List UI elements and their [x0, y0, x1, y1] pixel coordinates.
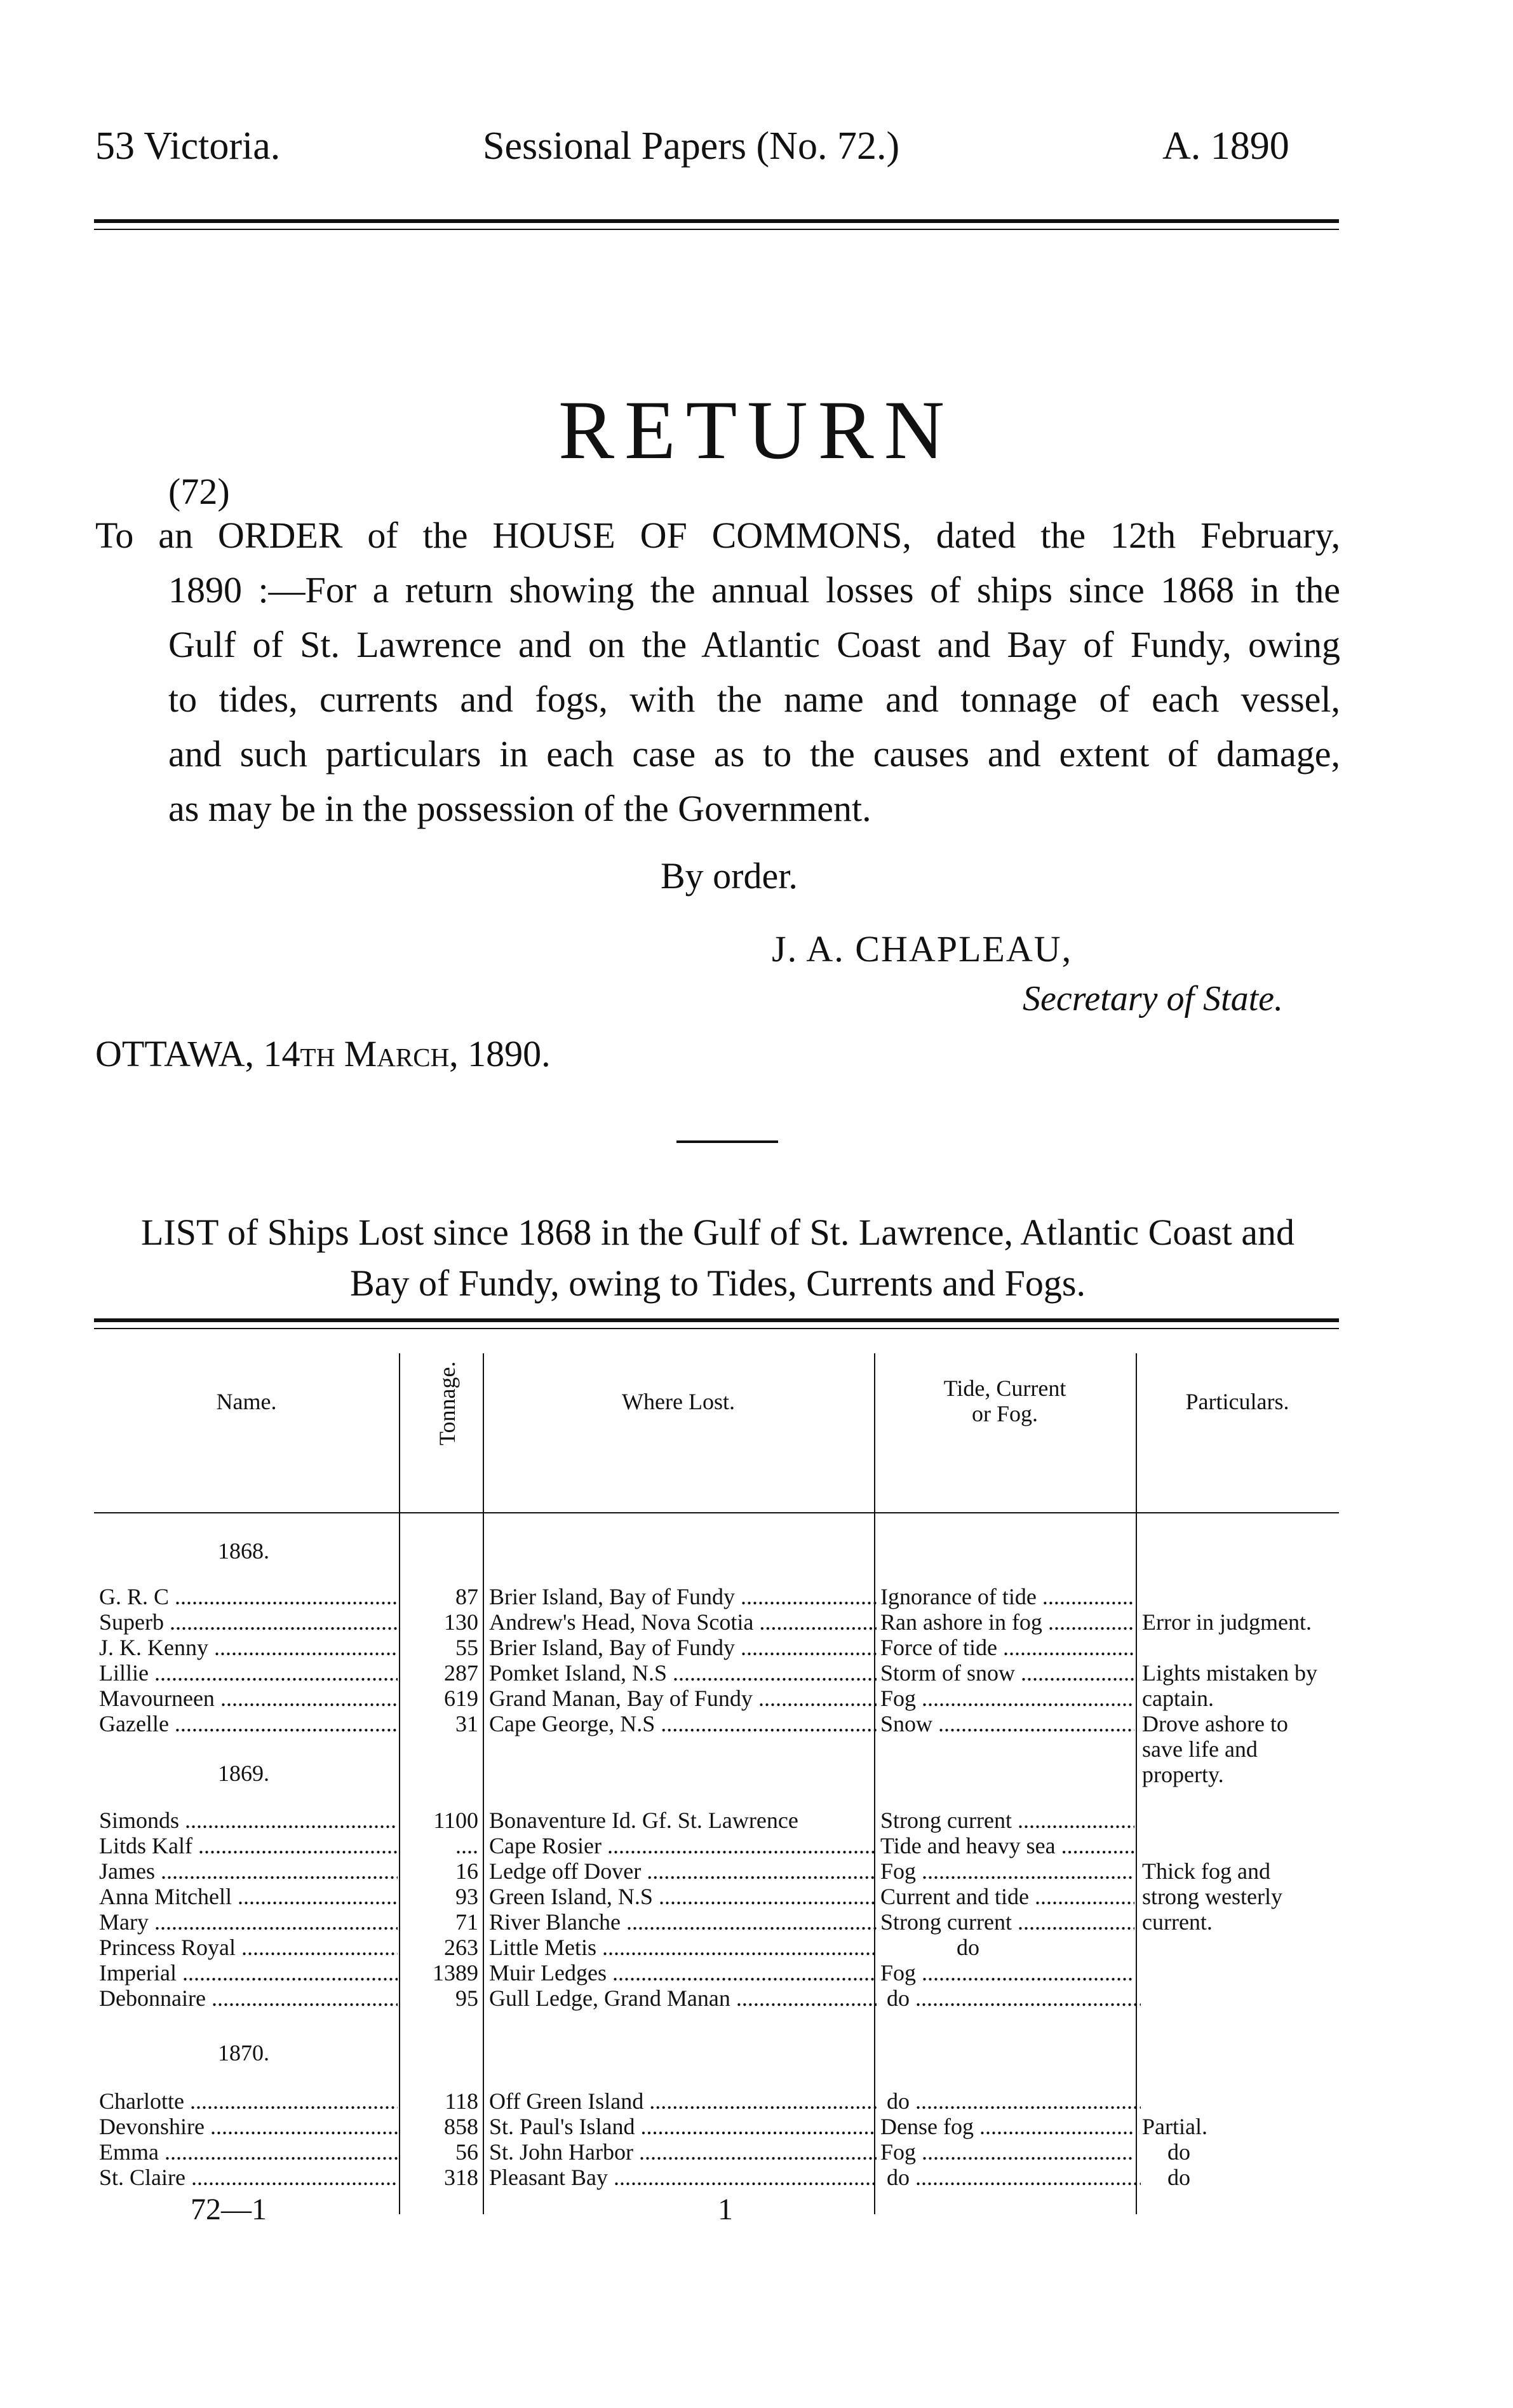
signer-title: Secretary of State. [1023, 979, 1284, 1018]
order-line-3: Gulf of St. Lawrence and on the Atlantic Coast and Bay of Fundy, owing [168, 624, 1340, 665]
particulars-text: do [1167, 2165, 1190, 2190]
column-divider [1136, 1353, 1137, 2214]
column-divider [483, 1353, 484, 2214]
column-header-particulars: Particulars. [1185, 1389, 1289, 1414]
order-paragraph [95, 508, 1340, 836]
table-top-rule-thick [94, 1318, 1339, 1322]
table-row: Mary ..... 71 River Blanche ..... Strong current ..... [94, 1909, 1136, 1935]
table-row: G. R. C ..... 87 Brier Island, Bay of Fundy ..... Ignorance of tide ..... [94, 1584, 1136, 1609]
column-header-tonnage: Tonnage. [434, 1361, 460, 1445]
column-divider [399, 1353, 400, 2214]
table-row: Emma ..... 56 St. John Harbor ..... Fog ..... [94, 2139, 1136, 2165]
column-header-tide: Tide, Current or Fog. [943, 1376, 1066, 1426]
list-title [95, 1207, 1340, 1309]
section-divider [676, 1140, 778, 1143]
table-header-rule [94, 1512, 1339, 1513]
header-right: A. 1890 [1162, 125, 1289, 168]
page-number: 1 [718, 2193, 733, 2226]
by-order: By order. [661, 855, 798, 896]
header-center: Sessional Papers (No. 72.) [483, 125, 900, 168]
table-row: St. Claire ..... 318 Pleasant Bay ..... do ..... [94, 2165, 1136, 2190]
order-line-5: and such particulars in each case as to the causes and extent of damage, [168, 733, 1340, 774]
year-heading: 1870. [218, 2040, 269, 2066]
ships-lost-table [94, 1318, 1339, 2214]
table-row: Devonshire ..... 858 St. Paul's Island ..... Dense fog ..... [94, 2114, 1136, 2139]
table-row: Princess Royal ..... 263 Little Metis ..... do [94, 1935, 1136, 1960]
column-header-where: Where Lost. [622, 1389, 735, 1414]
particulars-text: Drove ashore to save life and property. [1142, 1711, 1288, 1787]
particulars-text: Error in judgment. [1142, 1609, 1312, 1635]
table-row: J. K. Kenny ..... 55 Brier Island, Bay of Fundy ..... Force of tide ..... [94, 1635, 1136, 1660]
table-row: Imperial ..... 1389 Muir Ledges ..... Fog ..... [94, 1960, 1136, 1985]
signer-name: J. A. CHAPLEAU, [772, 928, 1073, 970]
table-top-rule-thin [94, 1328, 1339, 1329]
table-row: Charlotte ..... 118 Off Green Island ..... do ..... [94, 2088, 1136, 2114]
particulars-text: Lights mistaken by captain. [1142, 1660, 1317, 1711]
order-line-4: to tides, currents and fogs, with the name and tonnage of each vessel, [168, 679, 1340, 720]
particulars-text: Partial. [1142, 2114, 1207, 2139]
table-row: Lillie ..... 287 Pomket Island, N.S ..... Storm of snow ..... [94, 1660, 1136, 1686]
order-line-2: 1890 :—For a return showing the annual losses of ships since 1868 in the [168, 569, 1340, 611]
table-row: Simonds ..... 1100 Bonaventure Id. Gf. St. Lawrence Strong current ..... [94, 1808, 1136, 1833]
table-row: Mavourneen ..... 619 Grand Manan, Bay of Fundy ..... Fog ..... [94, 1686, 1136, 1711]
table-row: Anna Mitchell ..... 93 Green Island, N.S ..... Current and tide ..... [94, 1884, 1136, 1909]
order-line-6: as may be in the possession of the Government. [168, 788, 871, 829]
list-title-line-2: Bay of Fundy, owing to Tides, Currents and Fogs. [350, 1262, 1086, 1304]
header-rule-thick [94, 219, 1339, 223]
year-heading: 1869. [218, 1761, 269, 1786]
header-left: 53 Victoria. [95, 125, 281, 168]
column-divider [874, 1353, 875, 2214]
order-line-1: To an ORDER of the HOUSE OF COMMONS, dated the 12th February, [95, 515, 1341, 556]
table-row: Debonnaire ..... 95 Gull Ledge, Grand Manan ..... do ..... [94, 1985, 1136, 2011]
table-row: Superb ..... 130 Andrew's Head, Nova Scotia ..... Ran ashore in fog ..... [94, 1609, 1136, 1635]
particulars-text: Thick fog and strong westerly current. [1142, 1858, 1282, 1935]
year-heading: 1868. [218, 1538, 269, 1564]
header-rule-thin [94, 229, 1339, 230]
particulars-text: do [1167, 2139, 1190, 2165]
paper-number: (72) [168, 471, 230, 512]
table-row: Gazelle ..... 31 Cape George, N.S ..... Snow ..... [94, 1711, 1136, 1736]
page-title: RETURN [558, 383, 955, 477]
table-row: Litds Kalf ..... .... Cape Rosier ..... Tide and heavy sea ..... [94, 1833, 1136, 1858]
column-header-name: Name. [216, 1389, 277, 1414]
place-date: OTTAWA, 14th March, 1890. [95, 1033, 551, 1074]
signature-mark: 72—1 [191, 2193, 267, 2226]
list-title-line-1: LIST of Ships Lost since 1868 in the Gulf of St. Lawrence, Atlantic Coast and [141, 1212, 1294, 1253]
table-row: James ..... 16 Ledge off Dover ..... Fog ..... [94, 1858, 1136, 1884]
